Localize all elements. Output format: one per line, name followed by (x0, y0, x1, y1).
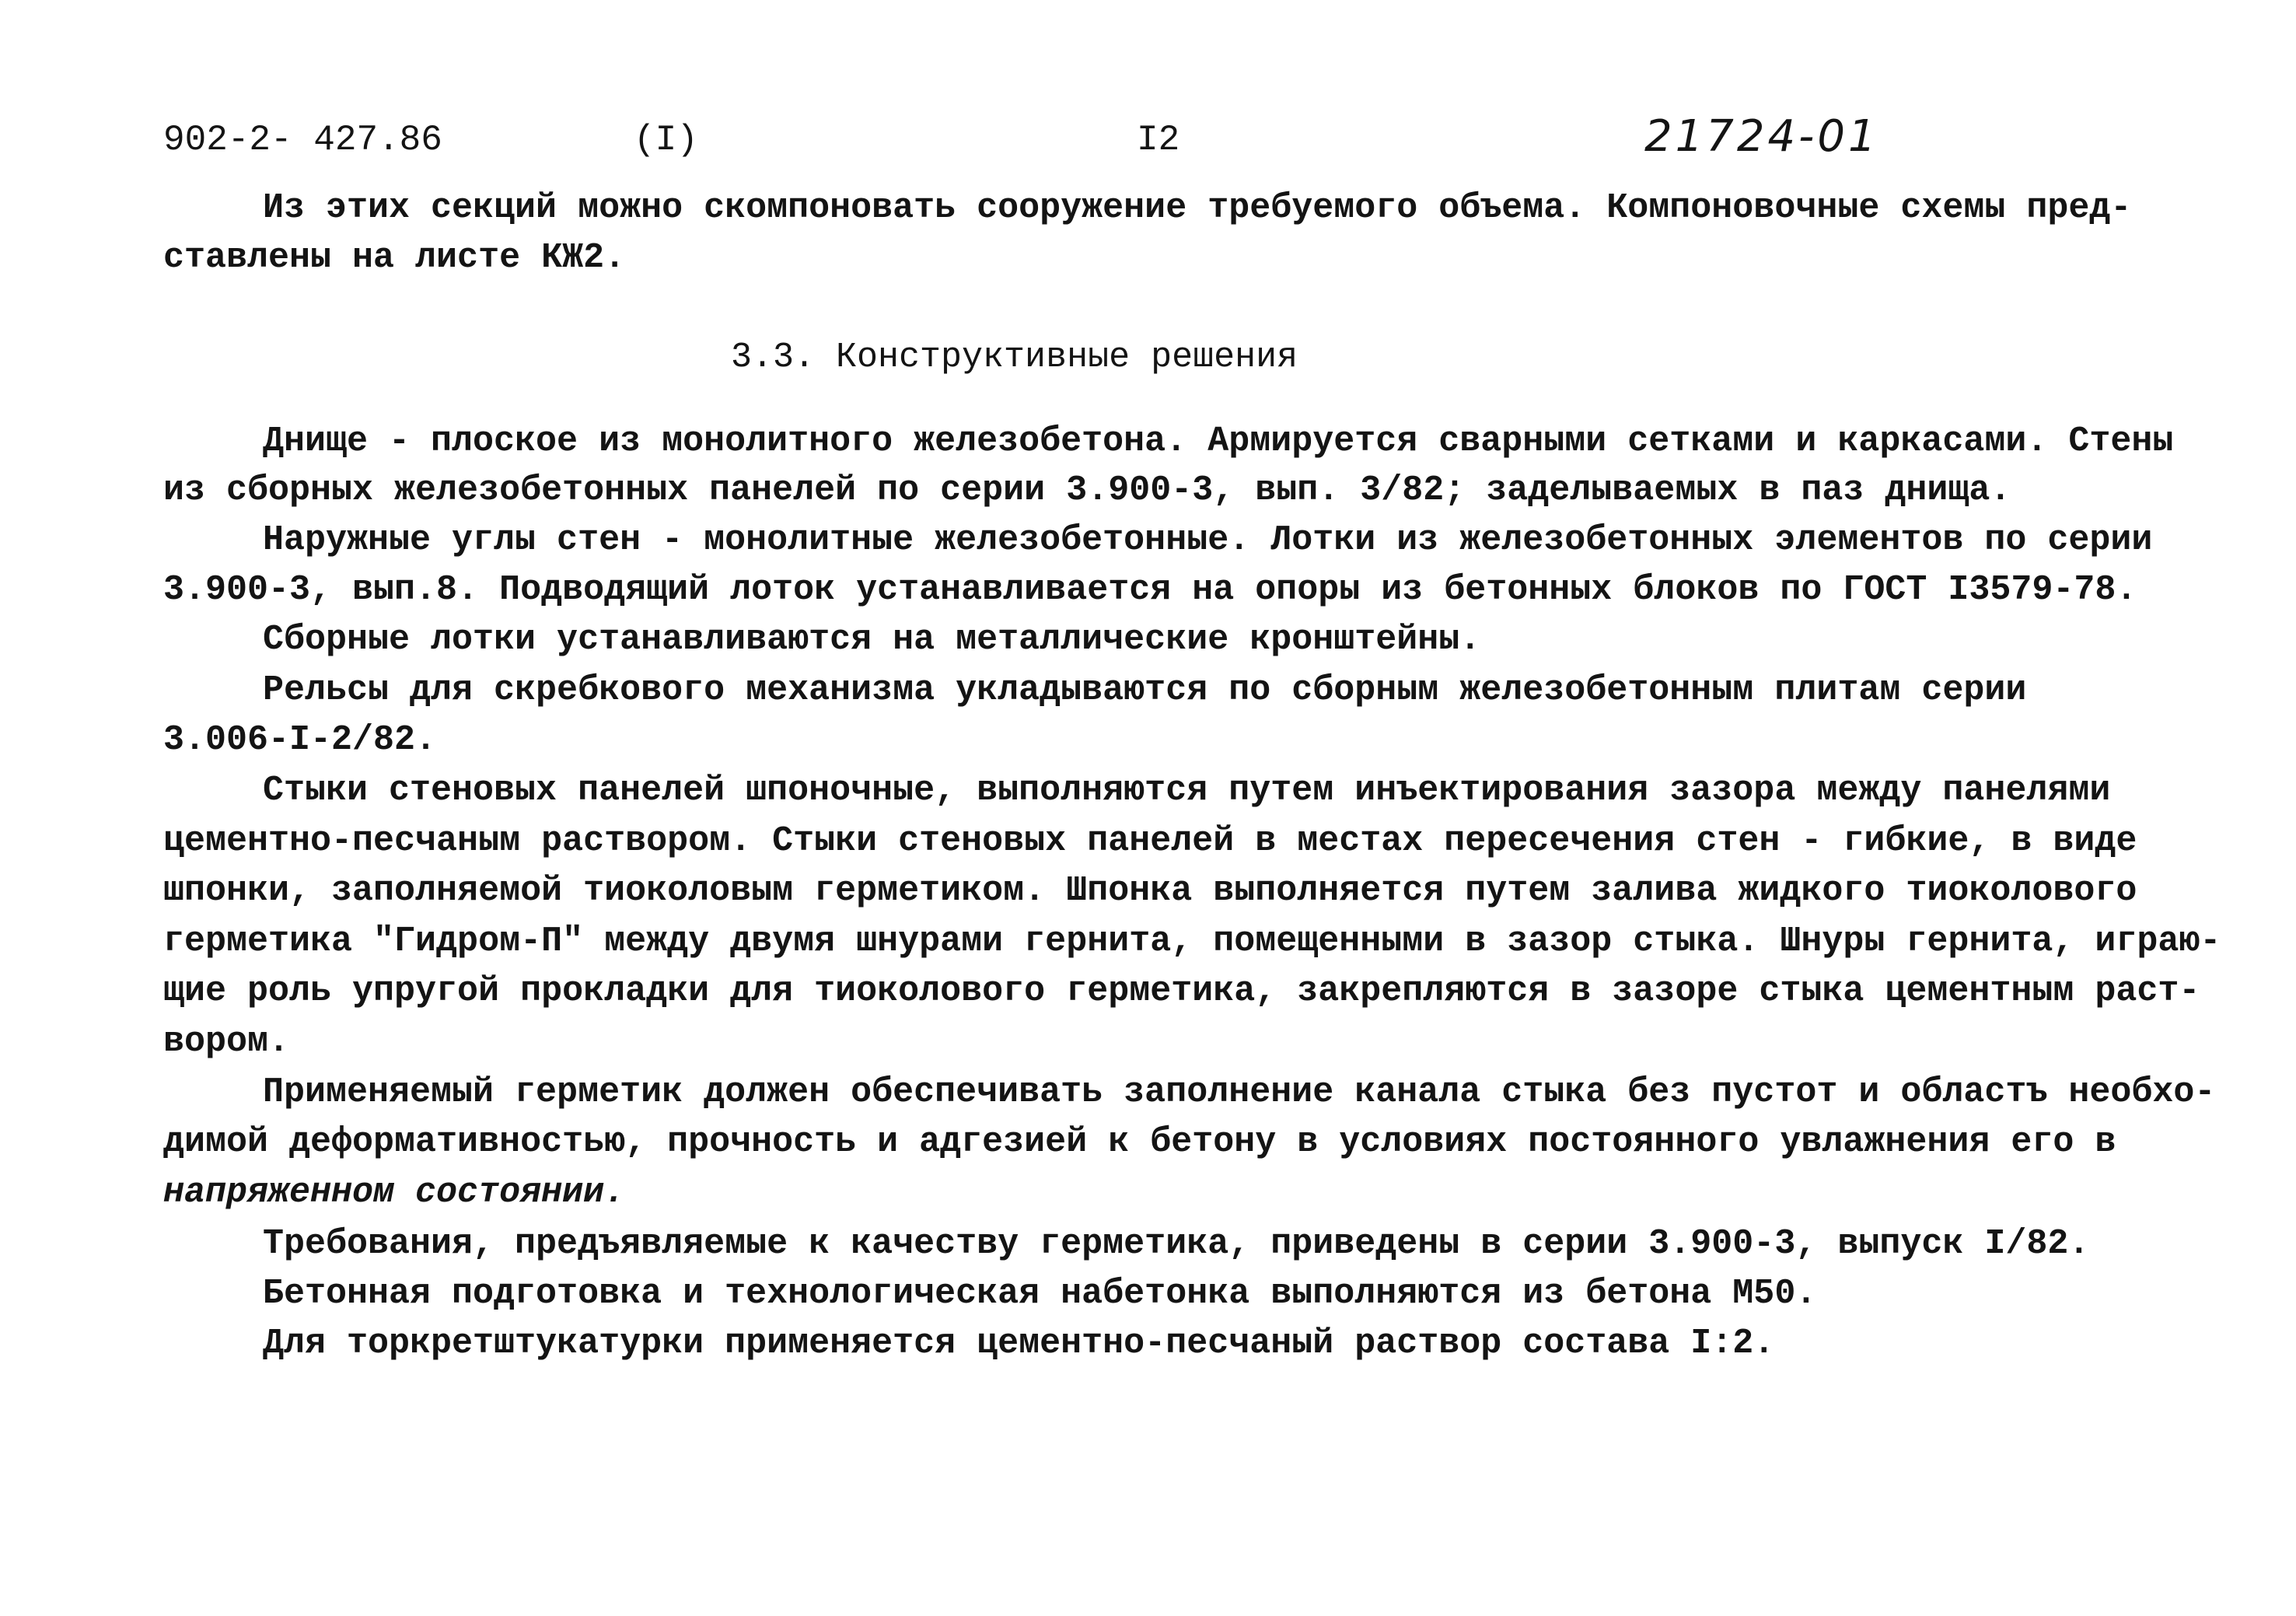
text-line: Сборные лотки устанавливаются на металлические кронштейны. (263, 620, 1481, 659)
text-line: из сборных железобетонных панелей по серии 3.900-3, вып. 3/82; заделываемых в паз днища. (163, 470, 2011, 510)
text-line: напряженном состоянии. (163, 1173, 626, 1212)
text-line: цементно-песчаным раствором. Стыки стеновых панелей в местах пересечения стен - гибкие, в виде (163, 821, 2137, 861)
text-line: димой деформативностью, прочность и адгезией к бетону в условиях постоянного увлажнения его в (163, 1122, 2116, 1162)
text-line: шпонки, заполняемой тиоколовым герметиком. Шпонка выполняется путем залива жидкого тиоколового (163, 871, 2137, 911)
text-line: 3.006-I-2/82. (163, 720, 437, 760)
text-line: Наружные углы стен - монолитные железобетонные. Лотки из железобетонных элементов по серии (263, 520, 2153, 560)
text-line: Из этих секций можно скомпоновать сооружение требуемого объема. Компоновочные схемы пред- (263, 188, 2132, 228)
text-line: 3.900-3, вып.8. Подводящий лоток устанавливается на опоры из бетонных блоков по ГОСТ I3579-78. (163, 570, 2137, 610)
document-number: 21724-01 (1644, 111, 1879, 162)
project-code: 902-2- 427.86 (163, 120, 442, 160)
text-line: Применяемый герметик должен обеспечивать заполнение канала стыка без пустот и областъ необхо- (263, 1072, 2216, 1112)
text-line: Рельсы для скребкового механизма укладываются по сборным железобетонным плитам серии (263, 670, 2027, 710)
page-number: I2 (1137, 120, 1180, 160)
text-line: Для торкретштукатурки применяется цементно-песчаный раствор состава I:2. (263, 1324, 1775, 1363)
text-line: Стыки стеновых панелей шпоночные, выполняются путем инъектирования зазора между панелями (263, 771, 2111, 810)
section-title: 3.3. Конструктивные решения (731, 338, 1298, 377)
text-line: ставлены на листе КЖ2. (163, 238, 626, 278)
text-line: герметика "Гидром-П" между двумя шнурами гернита, помещенными в зазор стыка. Шнуры гернита, играю- (163, 922, 2221, 961)
text-line: Днище - плоское из монолитного железобетона. Армируется сварными сетками и каркасами. Стены (263, 421, 2174, 461)
text-line: щие роль упругой прокладки для тиоколового герметика, закрепляются в зазоре стыка цементным раст- (163, 971, 2200, 1011)
part-number: (I) (634, 120, 698, 160)
text-line: Требования, предъявляемые к качеству герметика, приведены в серии 3.900-3, выпуск I/82. (263, 1224, 2090, 1264)
text-line: Бетонная подготовка и технологическая набетонка выполняются из бетона М50. (263, 1274, 1817, 1313)
text-line: вором. (163, 1022, 290, 1062)
